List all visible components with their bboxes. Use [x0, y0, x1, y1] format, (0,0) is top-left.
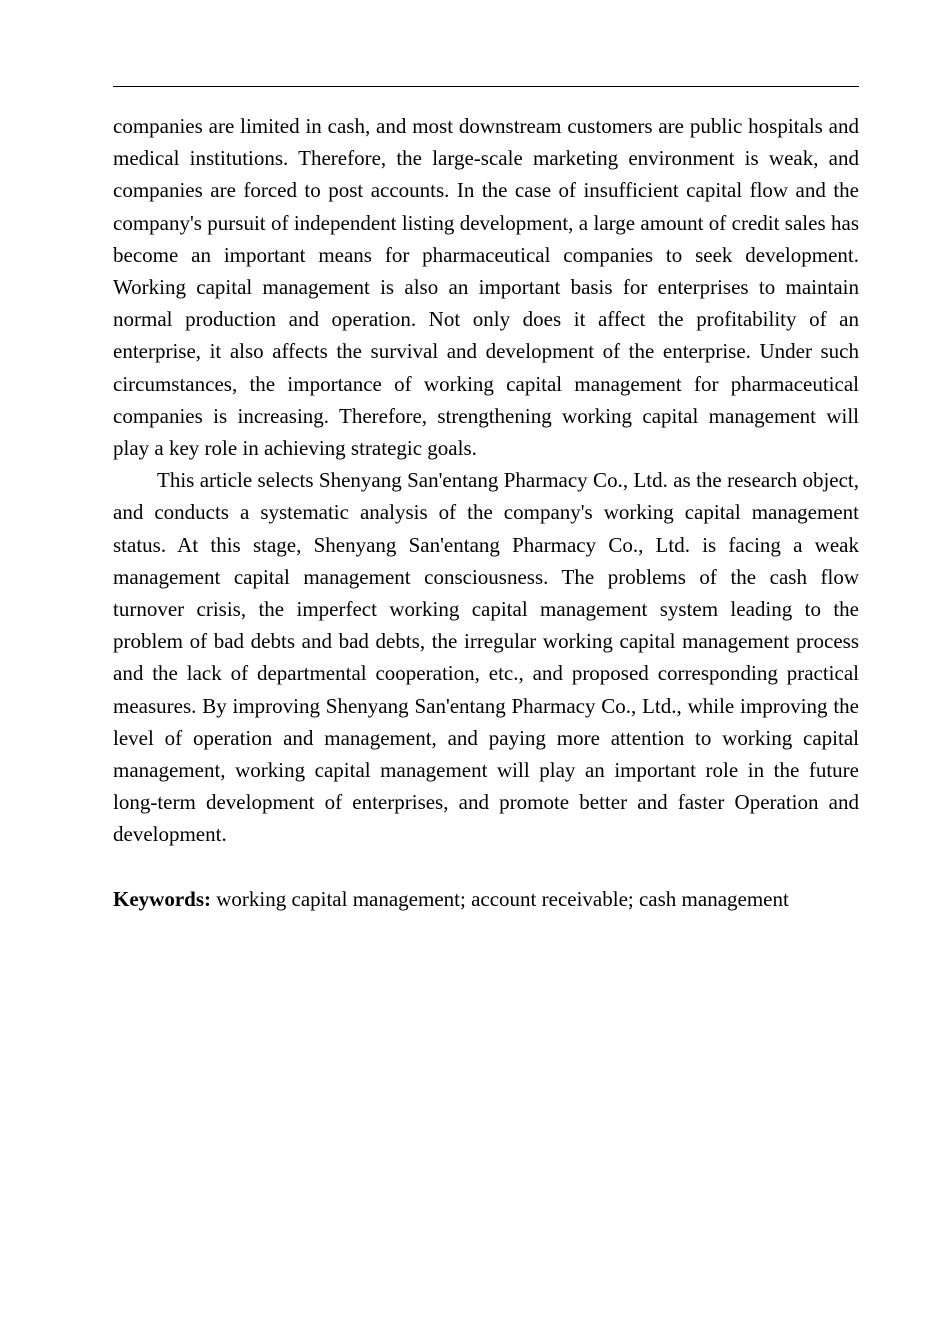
keywords-line — [113, 883, 859, 915]
abstract-body — [113, 110, 859, 915]
paragraph-continued: companies are limited in cash, and most downstream customers are public hospitals and medical institutions. Therefore, the large-scale marketing environment is weak, and companies are forced to post accounts. In the case of insufficient capital flow and the company's pursuit of independent listing development, a large amount of credit sales has become an important means for pharmaceutical companies to seek development. Working capital management is also an important basis for enterprises to maintain normal production and operation. Not only does it affect the profitability of an enterprise, it also affects the survival and development of the enterprise. Under such circumstances, the importance of working capital management for pharmaceutical companies is increasing. Therefore, strengthening working capital management will play a key role in achieving strategic goals. — [113, 114, 859, 461]
keywords-text: working capital management; account receivable; cash management — [211, 886, 789, 911]
header-rule — [113, 86, 859, 87]
keywords-label: Keywords: — [113, 886, 211, 911]
paragraph-research-object: This article selects Shenyang San'entang Pharmacy Co., Ltd. as the research object, and conducts a systematic analysis of the company's working capital management status. At this stage, Shenyang San'entang Pharmacy Co., Ltd. is facing a weak management capital management consciousness. The problems of the cash flow turnover crisis, the imperfect working capital management system leading to the problem of bad debts and bad debts, the irregular working capital management process and the lack of departmental cooperation, etc., and proposed corresponding practical measures. By improving Shenyang San'entang Pharmacy Co., Ltd., while improving the level of operation and management, and paying more attention to working capital management, working capital management will play an important role in the future long-term development of enterprises, and promote better and faster Operation and development. — [113, 468, 859, 847]
